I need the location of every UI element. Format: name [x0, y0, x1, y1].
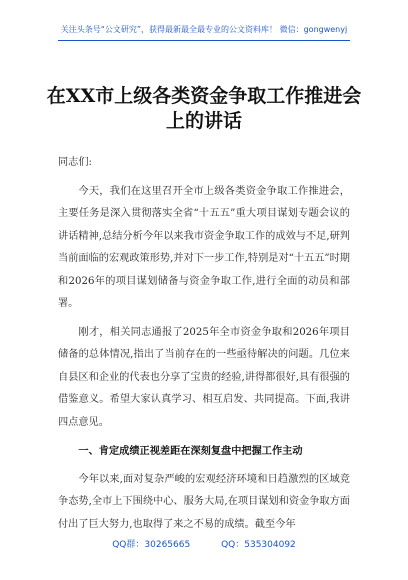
footer-qq: QQ：535304092	[221, 540, 296, 550]
footer-contact	[0, 537, 408, 550]
document-title: 在XX市上级各类资金争取工作推进会上的讲话	[46, 85, 362, 132]
paragraph-1: 今天，我们在这里召开全市上级各类资金争取工作推进会，主要任务是深入贯彻落实全省“十五五”重大项目谋划专题会议的讲话精神,总结分析今年以来我市资金争取工作的成效与不足,研判当前面临的宏观政策形势,并对下一步工作,特别是对“十五五”时期和2026年的项目谋划储备与资金争取工作,进行全面的动员和部署。	[58, 185, 350, 309]
greeting: 同志们:	[58, 157, 92, 168]
header-note: 关注头条号“公文研究”，获得最新最全最专业的公文资料库！ 微信：gongwenyj	[60, 25, 348, 34]
document-body	[58, 152, 350, 536]
footer-qq-group: QQ群：30265665	[112, 540, 191, 550]
header-divider	[58, 40, 350, 41]
paragraph-2: 刚才，相关同志通报了2025年全市资金争取和2026年项目储备的总体情况,指出了当前存在的一些亟待解决的问题。几位来自县区和企业的代表也分享了宝贵的经验,讲得都很好,具有很强的借鉴意义。希望大家认真学习、相互启发、共同提高。下面,我讲四点意见。	[58, 326, 350, 428]
section-heading: 一、肯定成绩正视差距在深刻复盘中把握工作主动	[78, 445, 303, 457]
paragraph-3: 今年以来,面对复杂严峻的宏观经济环境和日趋激烈的区域竞争态势,全市上下围绕中心、服务大局,在项目谋划和资金争取方面付出了巨大努力,也取得了来之不易的成绩。截至今年	[58, 473, 350, 530]
